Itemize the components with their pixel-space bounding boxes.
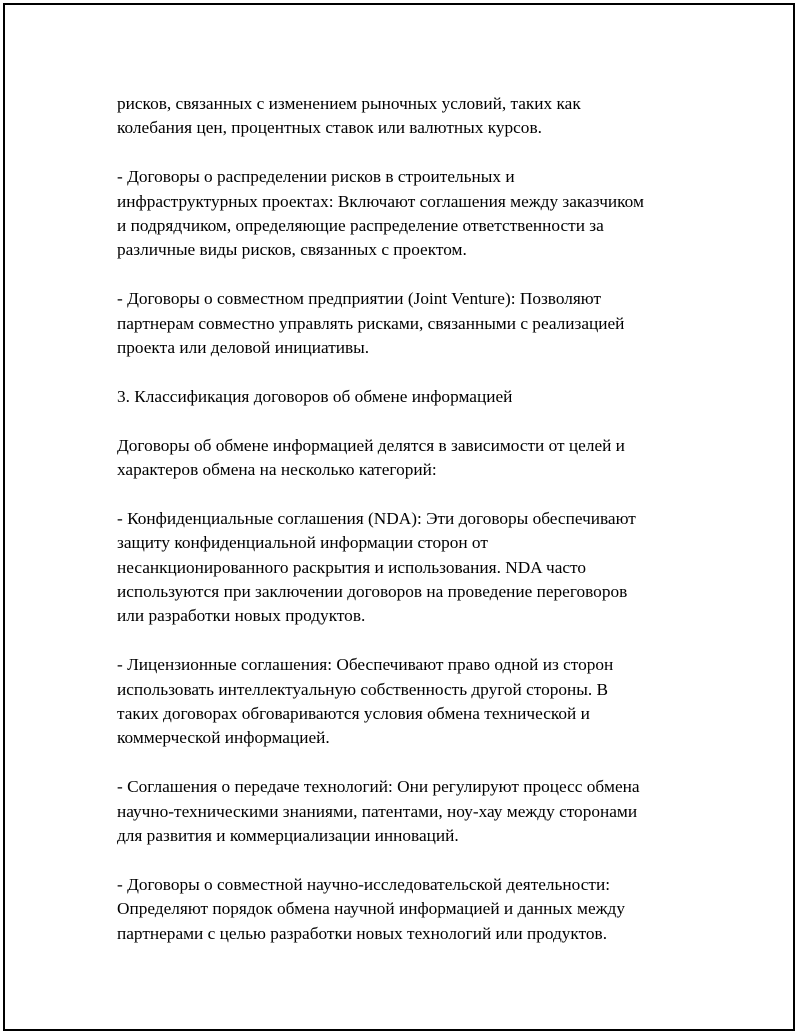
text-line: Договоры об обмене информацией делятся в зависимости от целей и: [117, 435, 625, 455]
document-body: [117, 92, 697, 970]
text-line: инфраструктурных проектах: Включают соглашения между заказчиком: [117, 191, 644, 211]
text-line: - Договоры о совместном предприятии (Joint Venture): Позволяют: [117, 289, 602, 309]
text-line: Определяют порядок обмена научной информацией и данных между: [117, 899, 625, 919]
text-line: - Соглашения о передаче технологий: Они регулируют процесс обмена: [117, 777, 640, 797]
text-line: используются при заключении договоров на проведение переговоров: [117, 582, 628, 602]
paragraph-license: [117, 653, 697, 751]
heading-line: 3. Классификация договоров об обмене информацией: [117, 386, 513, 406]
text-line: защиту конфиденциальной информации сторон от: [117, 533, 488, 553]
paragraph-nda: [117, 507, 697, 629]
text-line: таких договорах обговариваются условия обмена технической и: [117, 704, 590, 724]
text-line: научно-техническими знаниями, патентами, ноу-хау между сторонами: [117, 801, 638, 821]
text-line: несанкционированного раскрытия и использования. NDA часто: [117, 557, 587, 577]
text-line: коммерческой информацией.: [117, 728, 330, 748]
text-line: проекта или деловой инициативы.: [117, 338, 370, 358]
paragraph-info-exchange-intro: [117, 434, 697, 483]
text-line: партнерами с целью разработки новых технологий или продуктов.: [117, 923, 608, 943]
paragraph-construction-risk: [117, 165, 697, 263]
paragraph-research: [117, 873, 697, 946]
section-heading: [117, 385, 697, 409]
text-line: - Лицензионные соглашения: Обеспечивают право одной из сторон: [117, 655, 614, 675]
text-line: характеров обмена на несколько категорий:: [117, 460, 437, 480]
text-line: - Договоры о распределении рисков в строительных и: [117, 167, 515, 187]
text-line: - Договоры о совместной научно-исследовательской деятельности:: [117, 874, 611, 894]
text-line: использовать интеллектуальную собственность другой стороны. В: [117, 679, 609, 699]
text-line: колебания цен, процентных ставок или валютных курсов.: [117, 118, 542, 138]
text-line: или разработки новых продуктов.: [117, 606, 366, 626]
paragraph-risk-continuation: [117, 92, 697, 141]
paragraph-tech-transfer: [117, 775, 697, 848]
text-line: рисков, связанных с изменением рыночных условий, таких как: [117, 94, 581, 113]
text-line: для развития и коммерциализации инноваций.: [117, 826, 459, 846]
text-line: - Конфиденциальные соглашения (NDA): Эти договоры обеспечивают: [117, 508, 636, 528]
text-line: партнерам совместно управлять рисками, связанными с реализацией: [117, 313, 625, 333]
text-line: и подрядчиком, определяющие распределение ответственности за: [117, 216, 604, 236]
paragraph-joint-venture: [117, 287, 697, 360]
text-line: различные виды рисков, связанных с проектом.: [117, 240, 467, 260]
